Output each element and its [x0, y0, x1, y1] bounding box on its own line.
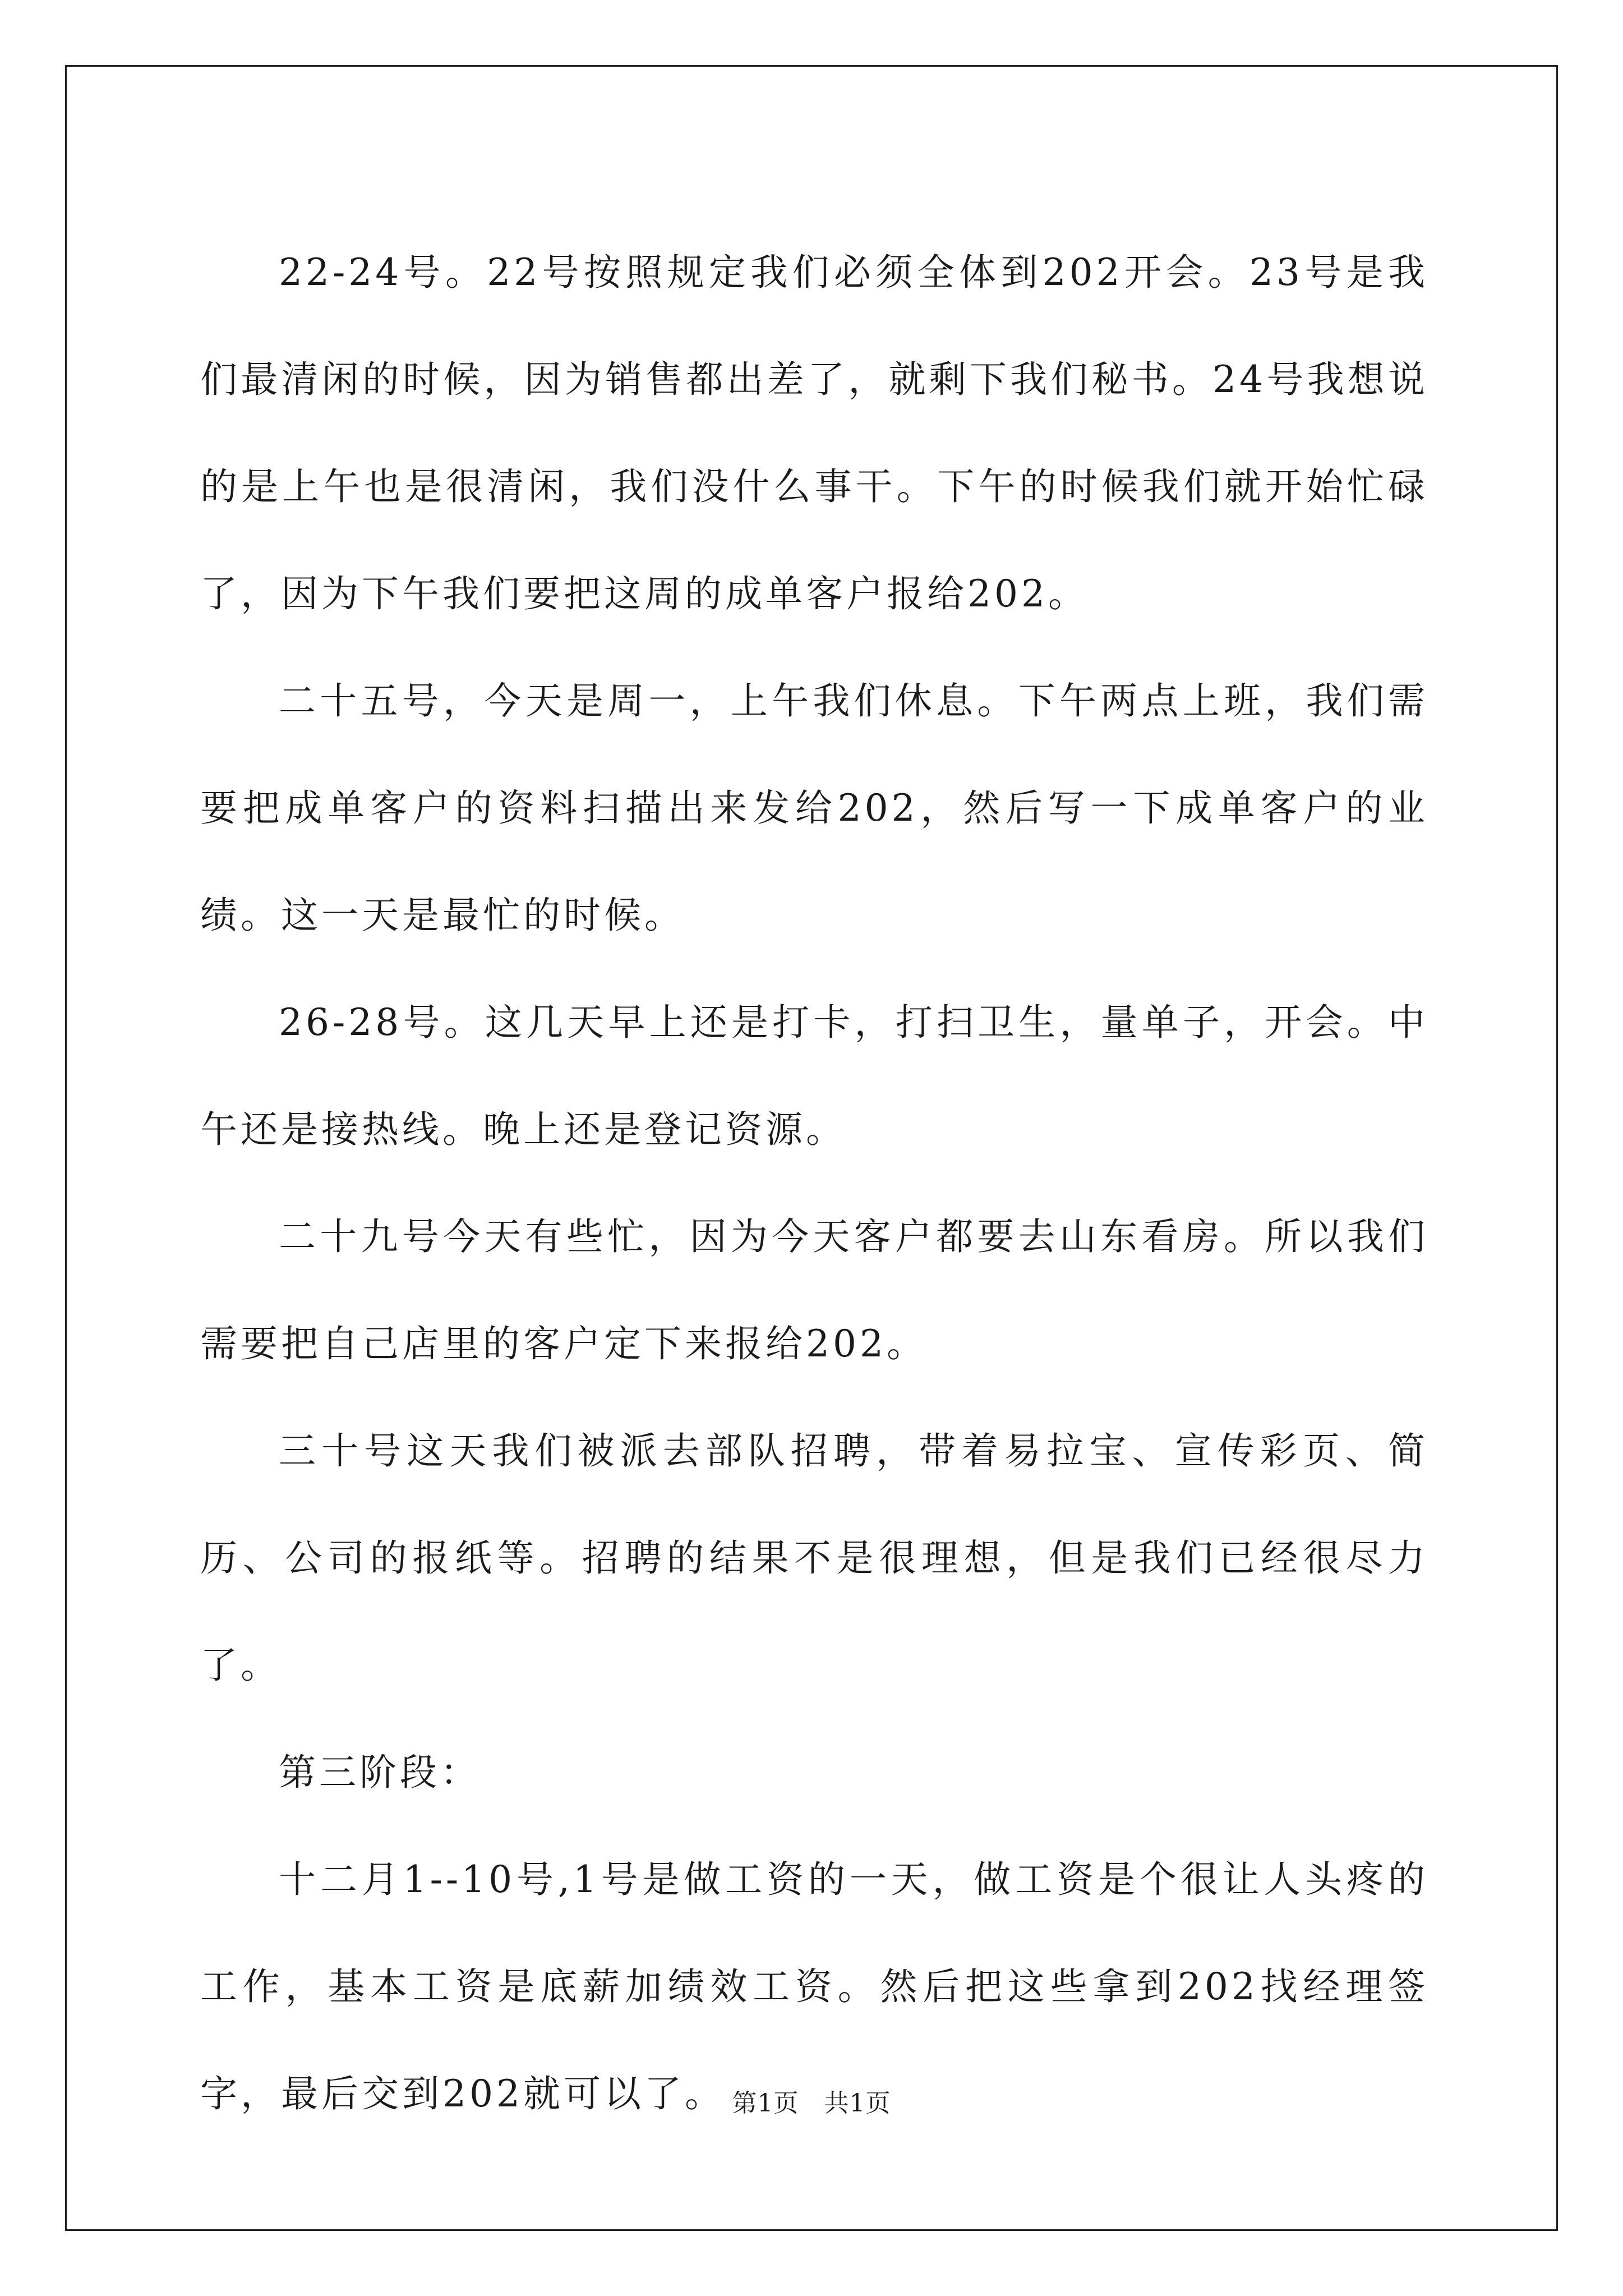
- paragraph-5: 三十号这天我们被派去部队招聘，带着易拉宝、宣传彩页、简历、公司的报纸等。招聘的结果不是很理想，但是我们已经很尽力了。: [200, 1429, 1428, 1687]
- paragraph-2: 二十五号，今天是周一，上午我们休息。下午两点上班，我们需要把成单客户的资料扫描出来发给202，然后写一下成单客户的业绩。这一天是最忙的时候。: [200, 679, 1428, 937]
- section-heading: 第三阶段：: [279, 1751, 481, 1794]
- paragraph-6: 十二月1--10号,1号是做工资的一天，做工资是个很让人头疼的工作，基本工资是底薪加绩效工资。然后把这些拿到202找经理签字，最后交到202就可以了。: [200, 1858, 1428, 2115]
- page-footer: 第1页 共1页: [732, 2089, 891, 2118]
- paragraph-3: 26-28号。这几天早上还是打卡，打扫卫生，量单子，开会。中午还是接热线。晚上还是登记资源。: [200, 1001, 1428, 1151]
- document-body: [200, 219, 1428, 2147]
- paragraph-4: 二十九号今天有些忙，因为今天客户都要去山东看房。所以我们需要把自己店里的客户定下来报给202。: [200, 1215, 1428, 1365]
- paragraph-1: 22-24号。22号按照规定我们必须全体到202开会。23号是我们最清闲的时候，因为销售都出差了，就剩下我们秘书。24号我想说的是上午也是很清闲，我们没什么事干。下午的时候我们就开始忙碌了，因为下午我们要把这周的成单客户报给202。: [200, 251, 1428, 615]
